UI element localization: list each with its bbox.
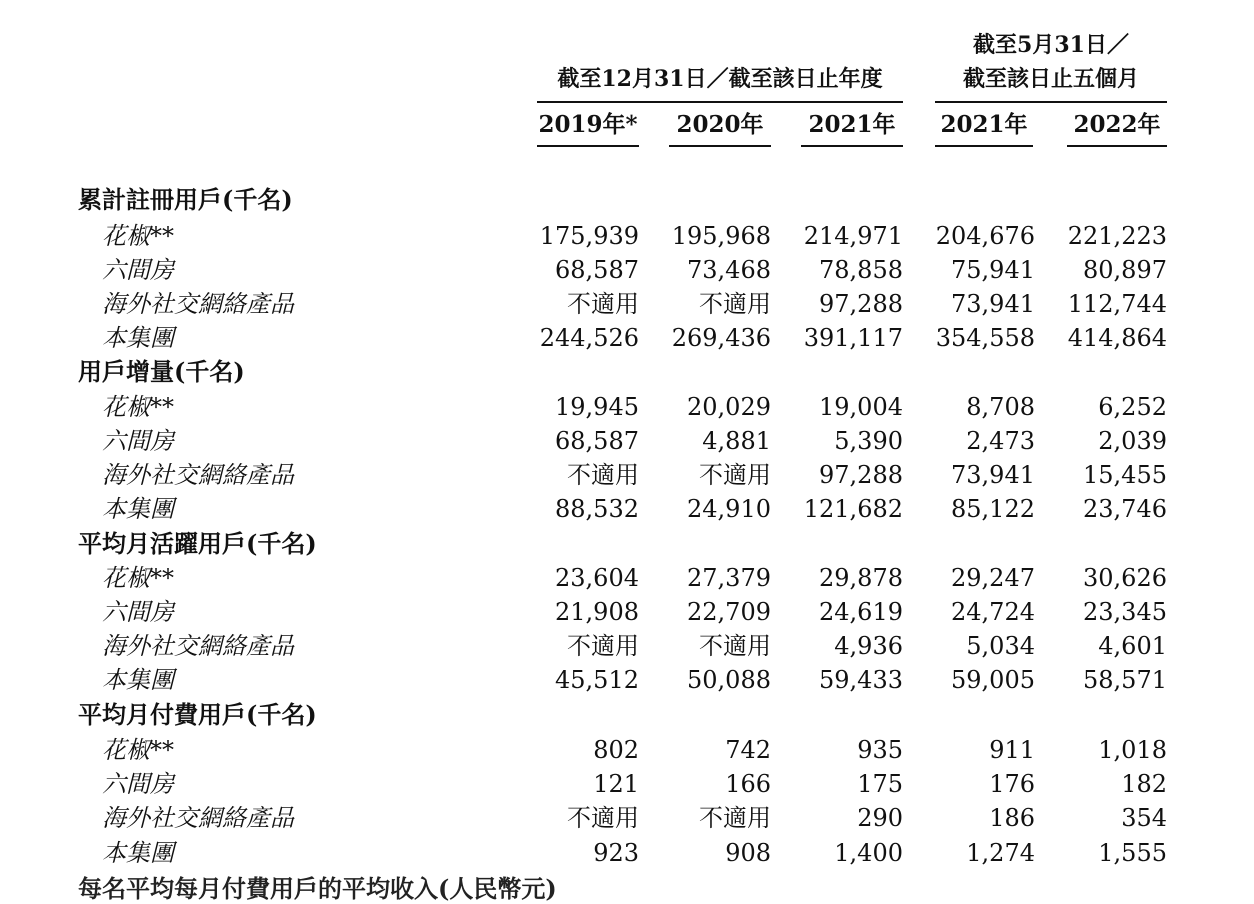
cell: 391,117 <box>803 324 903 352</box>
cell: 908 <box>725 839 771 867</box>
cell: 1,018 <box>1098 736 1167 764</box>
cell: 4,936 <box>834 632 903 660</box>
cell: 78,858 <box>819 256 903 284</box>
cell: 244,526 <box>539 324 639 352</box>
cell: 166 <box>725 770 771 798</box>
cell: 59,005 <box>951 666 1035 694</box>
cell: 80,897 <box>1083 256 1167 284</box>
cell: 不適用 <box>567 804 639 832</box>
cell: 73,941 <box>951 461 1035 489</box>
year-rule-2022-5m <box>1067 145 1167 147</box>
cell: 不適用 <box>699 461 771 489</box>
cell: 186 <box>989 804 1035 832</box>
cell: 不適用 <box>699 290 771 318</box>
row-label: 本集團 <box>102 666 174 694</box>
cell: 68,587 <box>555 256 639 284</box>
row-label: 六間房 <box>102 256 174 284</box>
cell: 97,288 <box>819 290 903 318</box>
section-title-average-mau: 平均月活躍用戶(千名) <box>78 529 317 558</box>
year-rule-2021 <box>801 145 903 147</box>
row-label: 花椒** <box>102 564 174 592</box>
cell: 29,878 <box>819 564 903 592</box>
cell: 不適用 <box>699 632 771 660</box>
cell: 85,122 <box>951 495 1035 523</box>
cell: 15,455 <box>1083 461 1167 489</box>
cell: 24,910 <box>687 495 771 523</box>
row-label: 六間房 <box>102 598 174 626</box>
cell: 1,400 <box>834 839 903 867</box>
header-group1-title: 截至12月31日／截至該日止年度 <box>557 66 883 92</box>
row-label: 海外社交網絡產品 <box>102 804 294 832</box>
cell: 6,252 <box>1098 393 1167 421</box>
cell: 不適用 <box>699 804 771 832</box>
cell: 802 <box>593 736 639 764</box>
cell: 23,345 <box>1083 598 1167 626</box>
cell: 20,029 <box>687 393 771 421</box>
cell: 不適用 <box>567 461 639 489</box>
section-title-cumulative-registered: 累計註冊用戶(千名) <box>78 185 293 214</box>
cell: 24,724 <box>951 598 1035 626</box>
cell: 19,004 <box>819 393 903 421</box>
cell: 4,881 <box>702 427 771 455</box>
header-group2-title-line1: 截至5月31日／ <box>973 32 1129 58</box>
cell: 5,390 <box>834 427 903 455</box>
cell: 121 <box>593 770 639 798</box>
section-title-average-paying-users: 平均月付費用戶(千名) <box>78 700 317 729</box>
cell: 175,939 <box>539 222 639 250</box>
cell: 27,379 <box>687 564 771 592</box>
header-group1-rule <box>537 101 903 103</box>
cell: 22,709 <box>687 598 771 626</box>
cell: 269,436 <box>671 324 771 352</box>
header-group2-rule <box>935 101 1167 103</box>
cell: 73,941 <box>951 290 1035 318</box>
cell: 不適用 <box>567 290 639 318</box>
cell: 59,433 <box>819 666 903 694</box>
row-label: 本集團 <box>102 324 174 352</box>
cell: 176 <box>989 770 1035 798</box>
cell: 19,945 <box>555 393 639 421</box>
cell: 50,088 <box>687 666 771 694</box>
cell: 204,676 <box>935 222 1035 250</box>
cell: 8,708 <box>966 393 1035 421</box>
cell: 112,744 <box>1067 290 1167 318</box>
cell: 不適用 <box>567 632 639 660</box>
cell: 214,971 <box>803 222 903 250</box>
cell: 75,941 <box>951 256 1035 284</box>
cell: 121,682 <box>803 495 903 523</box>
cell: 68,587 <box>555 427 639 455</box>
cell: 923 <box>593 839 639 867</box>
year-header-2021: 2021年 <box>808 111 896 138</box>
row-label: 海外社交網絡產品 <box>102 461 294 489</box>
cut-off-section-title <box>78 868 557 903</box>
cell: 88,532 <box>555 495 639 523</box>
year-header-2020: 2020年 <box>676 111 764 138</box>
cell: 1,274 <box>966 839 1035 867</box>
year-rule-2020 <box>669 145 771 147</box>
year-header-2022-5m: 2022年 <box>1073 111 1161 138</box>
section-title-user-growth: 用戶增量(千名) <box>78 357 245 386</box>
cell: 2,473 <box>966 427 1035 455</box>
cell: 354,558 <box>935 324 1035 352</box>
row-label: 六間房 <box>102 427 174 455</box>
cell: 45,512 <box>555 666 639 694</box>
cell: 73,468 <box>687 256 771 284</box>
cell: 4,601 <box>1098 632 1167 660</box>
row-label: 花椒** <box>102 393 174 421</box>
year-header-2021-5m: 2021年 <box>940 111 1028 138</box>
cell: 29,247 <box>951 564 1035 592</box>
row-label: 六間房 <box>102 770 174 798</box>
row-label: 海外社交網絡產品 <box>102 290 294 318</box>
cut-off-section-text: 每名平均每月付費用戶的平均收入(人民幣元) <box>78 874 557 903</box>
row-label: 花椒** <box>102 222 174 250</box>
header-group2-title-line2: 截至該日止五個月 <box>962 66 1139 92</box>
cell: 414,864 <box>1067 324 1167 352</box>
cell: 195,968 <box>671 222 771 250</box>
cell: 742 <box>725 736 771 764</box>
cell: 182 <box>1121 770 1167 798</box>
row-label: 海外社交網絡產品 <box>102 632 294 660</box>
cell: 30,626 <box>1083 564 1167 592</box>
cell: 1,555 <box>1098 839 1167 867</box>
row-label: 花椒** <box>102 736 174 764</box>
cell: 935 <box>857 736 903 764</box>
cell: 58,571 <box>1083 666 1167 694</box>
year-rule-2021-5m <box>935 145 1033 147</box>
cell: 221,223 <box>1067 222 1167 250</box>
cell: 354 <box>1121 804 1167 832</box>
row-label: 本集團 <box>102 839 174 867</box>
cell: 290 <box>857 804 903 832</box>
cell: 97,288 <box>819 461 903 489</box>
cell: 23,746 <box>1083 495 1167 523</box>
row-label: 本集團 <box>102 495 174 523</box>
cell: 21,908 <box>555 598 639 626</box>
cell: 911 <box>989 736 1035 764</box>
cell: 24,619 <box>819 598 903 626</box>
cell: 5,034 <box>966 632 1035 660</box>
year-header-2019: 2019年* <box>538 111 638 138</box>
cell: 23,604 <box>555 564 639 592</box>
cell: 2,039 <box>1098 427 1167 455</box>
year-rule-2019 <box>537 145 639 147</box>
cell: 175 <box>857 770 903 798</box>
